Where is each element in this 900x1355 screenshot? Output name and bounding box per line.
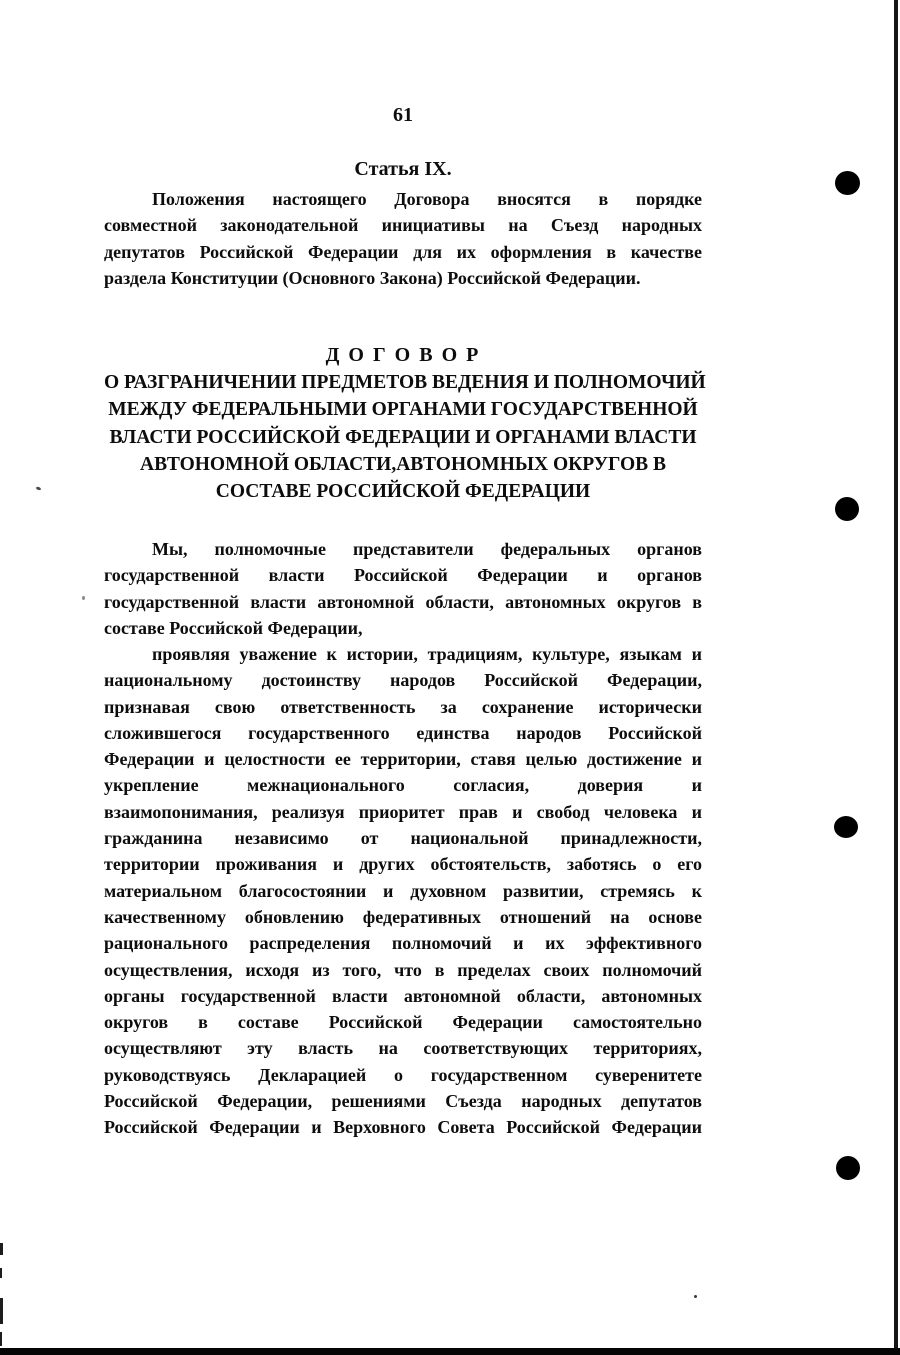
text-line: депутатов Российской Федерации для их оформления в качестве	[104, 241, 702, 262]
text-line: укрепление межнационального согласия, доверия и	[104, 775, 702, 796]
speck-artifact	[36, 486, 42, 491]
text-line: материальном благосостоянии и духовном развитии, стремясь к	[104, 880, 702, 901]
text-line: национальному достоинству народов Российской Федерации,	[104, 670, 702, 691]
treaty-preamble-paragraph-2	[104, 641, 702, 1141]
text-line: гражданина независимо от национальной принадлежности,	[104, 828, 702, 849]
text-line: осуществляют эту власть на соответствующих территориях,	[104, 1038, 702, 1059]
text-line: государственной власти автономной области, автономных округов в	[104, 591, 702, 612]
text-line: Мы, полномочные представители федеральных органов	[152, 539, 702, 559]
text-line: качественному обновлению федеративных отношений на основе	[104, 906, 702, 927]
text-line: ВЛАСТИ РОССИЙСКОЙ ФЕДЕРАЦИИ И ОРГАНАМИ ВЛАСТИ	[109, 426, 697, 448]
text-line: государственной власти Российской Федерации и органов	[104, 565, 702, 586]
text-line: проявляя уважение к истории, традициям, культуре, языкам и	[152, 644, 702, 664]
text-line: взаимопонимания, реализуя приоритет прав и свобод человека и	[104, 801, 702, 822]
text-line: Д О Г О В О Р	[325, 344, 481, 366]
text-line: руководствуясь Декларацией о государственном суверенитете	[104, 1064, 702, 1085]
speck-artifact	[694, 1295, 697, 1298]
text-line: осуществления, исходя из того, что в пределах своих полномочий	[104, 959, 702, 980]
text-line: Российской Федерации, решениями Съезда народных депутатов	[104, 1091, 702, 1112]
binding-dot	[836, 1156, 860, 1180]
text-line: Российской Федерации и Верховного Совета Российской Федерации	[104, 1117, 702, 1138]
text-line: территории проживания и других обстоятельств, заботясь о его	[104, 854, 702, 875]
page-number: 61	[393, 104, 413, 126]
text-line: СОСТАВЕ РОССИЙСКОЙ ФЕДЕРАЦИИ	[215, 481, 591, 503]
scan-left-edge-mark	[0, 1268, 2, 1278]
scan-left-edge-mark	[0, 1332, 2, 1346]
text-line: совместной законодательной инициативы на Съезд народных	[104, 215, 702, 236]
article-ix-paragraph	[104, 186, 702, 291]
text-line: сложившегося государственного единства народов Российской	[104, 722, 702, 743]
binding-dot	[834, 816, 858, 838]
text-line: составе Российской Федерации,	[104, 617, 363, 638]
treaty-preamble-paragraph-1	[104, 536, 702, 641]
text-line: Федерации и целостности ее территории, ставя целью достижение и	[104, 749, 702, 770]
text-line: рационального распределения полномочий и их эффективного	[104, 933, 702, 954]
binding-dot	[835, 171, 860, 195]
text-line: Положения настоящего Договора вносятся в порядке	[152, 189, 702, 209]
speck-artifact	[82, 596, 85, 600]
scan-left-edge-mark	[0, 1298, 3, 1324]
text-line: округов в составе Российской Федерации самостоятельно	[104, 1012, 702, 1033]
text-line: МЕЖДУ ФЕДЕРАЛЬНЫМИ ОРГАНАМИ ГОСУДАРСТВЕННОЙ	[108, 399, 698, 421]
scan-left-edge-mark	[0, 1243, 3, 1255]
text-line: признавая свою ответственность за сохранение исторически	[104, 696, 702, 717]
text-line: органы государственной власти автономной области, автономных	[104, 985, 702, 1006]
scan-bottom-edge-strip	[0, 1348, 900, 1355]
scan-right-edge-line	[894, 0, 898, 1355]
text-line: АВТОНОМНОЙ ОБЛАСТИ,АВТОНОМНЫХ ОКРУГОВ В	[140, 453, 666, 475]
binding-dot	[835, 497, 859, 521]
article-ix-heading: Статья IX.	[354, 158, 452, 180]
text-line: раздела Конституции (Основного Закона) Российской Федерации.	[104, 267, 641, 288]
treaty-title	[104, 342, 706, 505]
text-line: О РАЗГРАНИЧЕНИИ ПРЕДМЕТОВ ВЕДЕНИЯ И ПОЛНОМОЧИЙ	[104, 372, 706, 394]
